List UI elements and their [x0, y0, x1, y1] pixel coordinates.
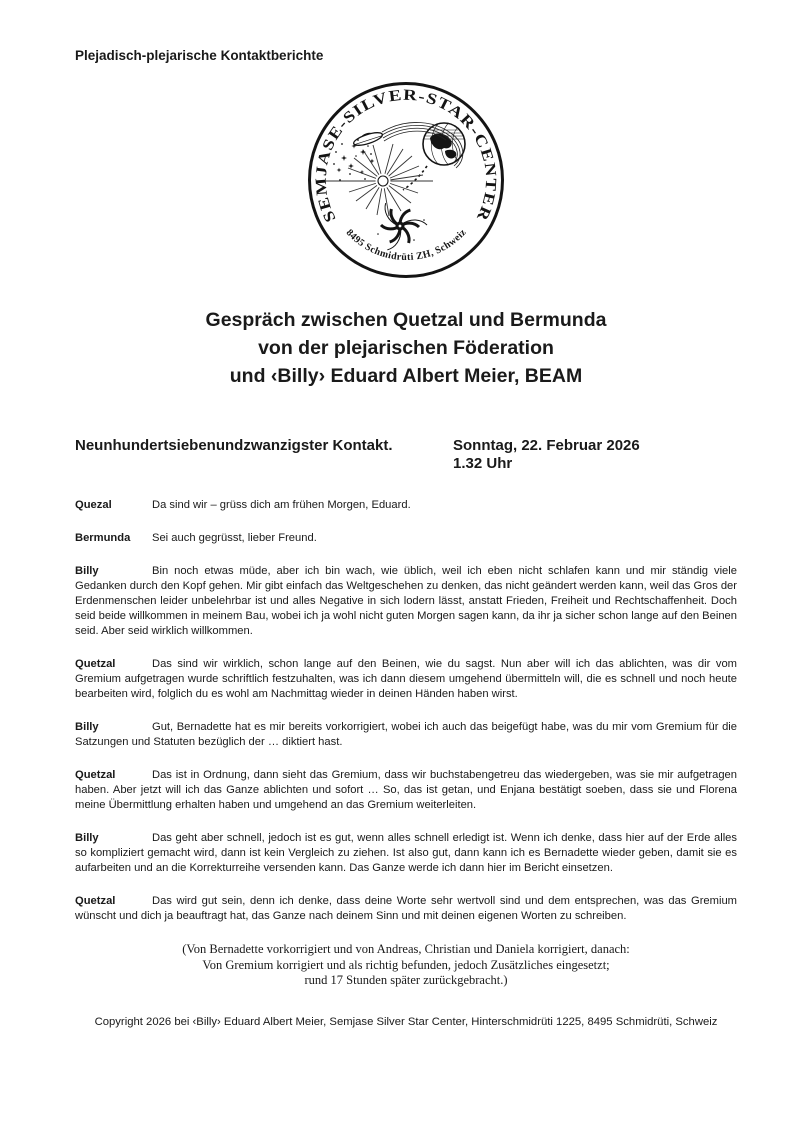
logo-top-arc-label: SEMJASE-SILVER-STAR-CENTER: [312, 86, 500, 225]
copyright-line: Copyright 2026 bei ‹Billy› Eduard Albert Meier, Semjase Silver Star Center, Hinterschmidrüti 1225, 8495 Schmidrüti, Schweiz: [94, 1015, 718, 1028]
speaker-name: Quezal: [75, 499, 112, 511]
speaker-name: Quetzal: [75, 658, 116, 670]
dialogue-paragraph: [75, 720, 737, 750]
speaker-name: Billy: [75, 832, 99, 844]
logo-outer-ring: [310, 84, 503, 277]
note-line: Von Gremium korrigiert und als richtig befunden, jedoch Zusätzliches eingesetzt;: [202, 957, 610, 972]
logo-svg: [306, 80, 506, 280]
document-header: Plejadisch-plejarische Kontaktberichte: [75, 48, 324, 63]
speech-text: Das wird gut sein, denn ich denke, dass deine Worte sehr wertvoll sind und dem entsprechen, was das Gremium wünscht und dich ja beauftragt hat, das Ganze nach deinem Sinn und mit deinen eigenen Worten zu schreiben.: [75, 895, 737, 922]
dialogue-section: [75, 498, 737, 924]
speech-text: Das geht aber schnell, jedoch ist es gut, wenn alles schnell erledigt ist. Wenn ich denke, dass hier auf der Erde alles so kompliziert gemacht wird, dann ist kein Vergleich zu ziehen. Ist also gut, dann kann ich es Bernadette wieder geben, damit sie es aufarbeiten und an die Korrekturreihe versenden kann. Das Ganze werde ich dann hier im Bericht einsetzen.: [75, 832, 737, 874]
note-line: (Von Bernadette vorkorrigiert und von Andreas, Christian und Daniela korrigiert, danach:: [182, 942, 630, 956]
title-line: von der plejarischen Föderation: [258, 337, 554, 359]
speaker-name: Billy: [75, 565, 99, 577]
dialogue-paragraph: [75, 894, 737, 924]
title-line: Gespräch zwischen Quetzal und Bermunda: [205, 309, 607, 331]
speaker-name: Billy: [75, 721, 99, 733]
document-title: [75, 306, 737, 390]
dialogue-paragraph: [75, 657, 737, 702]
dialogue-paragraph: [75, 768, 737, 813]
speech-text: Sei auch gegrüsst, lieber Freund.: [152, 532, 317, 544]
dialogue-paragraph: [75, 831, 737, 876]
title-line: und ‹Billy› Eduard Albert Meier, BEAM: [229, 365, 583, 387]
speech-text: Bin noch etwas müde, aber ich bin wach, wie üblich, weil ich eben nicht schlafen kann und mir ständig viele Gedanken durch den Kopf gehen. Mir gibt einfach das Weltgeschehen zu denken, das nicht geändert werden kann, weil das Gros der Erdenmenschen leider unbelehrbar ist und alles Negative in sich lodern lässt, anstatt Frieden, Freiheit und Rechtschaffenheit. Doch seid beide willkommen in meinem Bau, wobei ich ja wohl nicht guten Morgen sagen kann, da ihr ja sicher schon lange auf den Beinen seid. Aber seid wirklich willkommen.: [75, 565, 737, 637]
contact-datetime: [453, 437, 640, 472]
contact-date: Sonntag, 22. Februar 2026: [453, 437, 640, 454]
speech-text: Das ist in Ordnung, dann sieht das Gremium, dass wir buchstabengetreu das wiedergeben, was sie mir aufgetragen haben. Aber jetzt will ich das Ganze ablichten und sofort … So, das ist getan, und Enjana bestätigt soeben, dass sie und Florena meine Übermittlung erhalten haben und umgehend an das Gremium weiterleiten.: [75, 769, 737, 811]
speaker-name: Bermunda: [75, 532, 131, 544]
speech-text: Da sind wir – grüss dich am frühen Morgen, Eduard.: [152, 499, 411, 511]
note-line: rund 17 Stunden später zurückgebracht.): [304, 973, 508, 987]
speech-text: Gut, Bernadette hat es mir bereits vorkorrigiert, wobei ich auch das beigefügt habe, was du mir vom Gremium für die Satzungen und Statuten bezüglich der … diktiert hast.: [75, 721, 737, 748]
speech-text: Das sind wir wirklich, schon lange auf den Beinen, wie du sagst. Nun aber will ich das ablichten, was dir vom Gremium aufgetragen wurde schriftlich festzuhalten, was ich dann diesem umgehend übermitteln will, die es schnell und noch heute bearbeiten wird, folglich du es wohl am Nachmittag wieder in deinen Händen haben wirst.: [75, 658, 737, 700]
speaker-name: Quetzal: [75, 769, 116, 781]
speaker-name: Quetzal: [75, 895, 116, 907]
contact-number: Neunhundertsiebenundzwanzigster Kontakt.: [75, 437, 393, 454]
correction-note: [75, 942, 737, 989]
contact-time: 1.32 Uhr: [453, 454, 513, 472]
dialogue-paragraph: [75, 498, 737, 513]
dialogue-paragraph: [75, 564, 737, 639]
ssc-logo: [306, 80, 506, 280]
contact-heading-row: [75, 437, 737, 472]
dialogue-paragraph: [75, 531, 737, 546]
logo-bottom-arc-label: 8495 Schmidrüti ZH, Schweiz: [343, 226, 469, 264]
